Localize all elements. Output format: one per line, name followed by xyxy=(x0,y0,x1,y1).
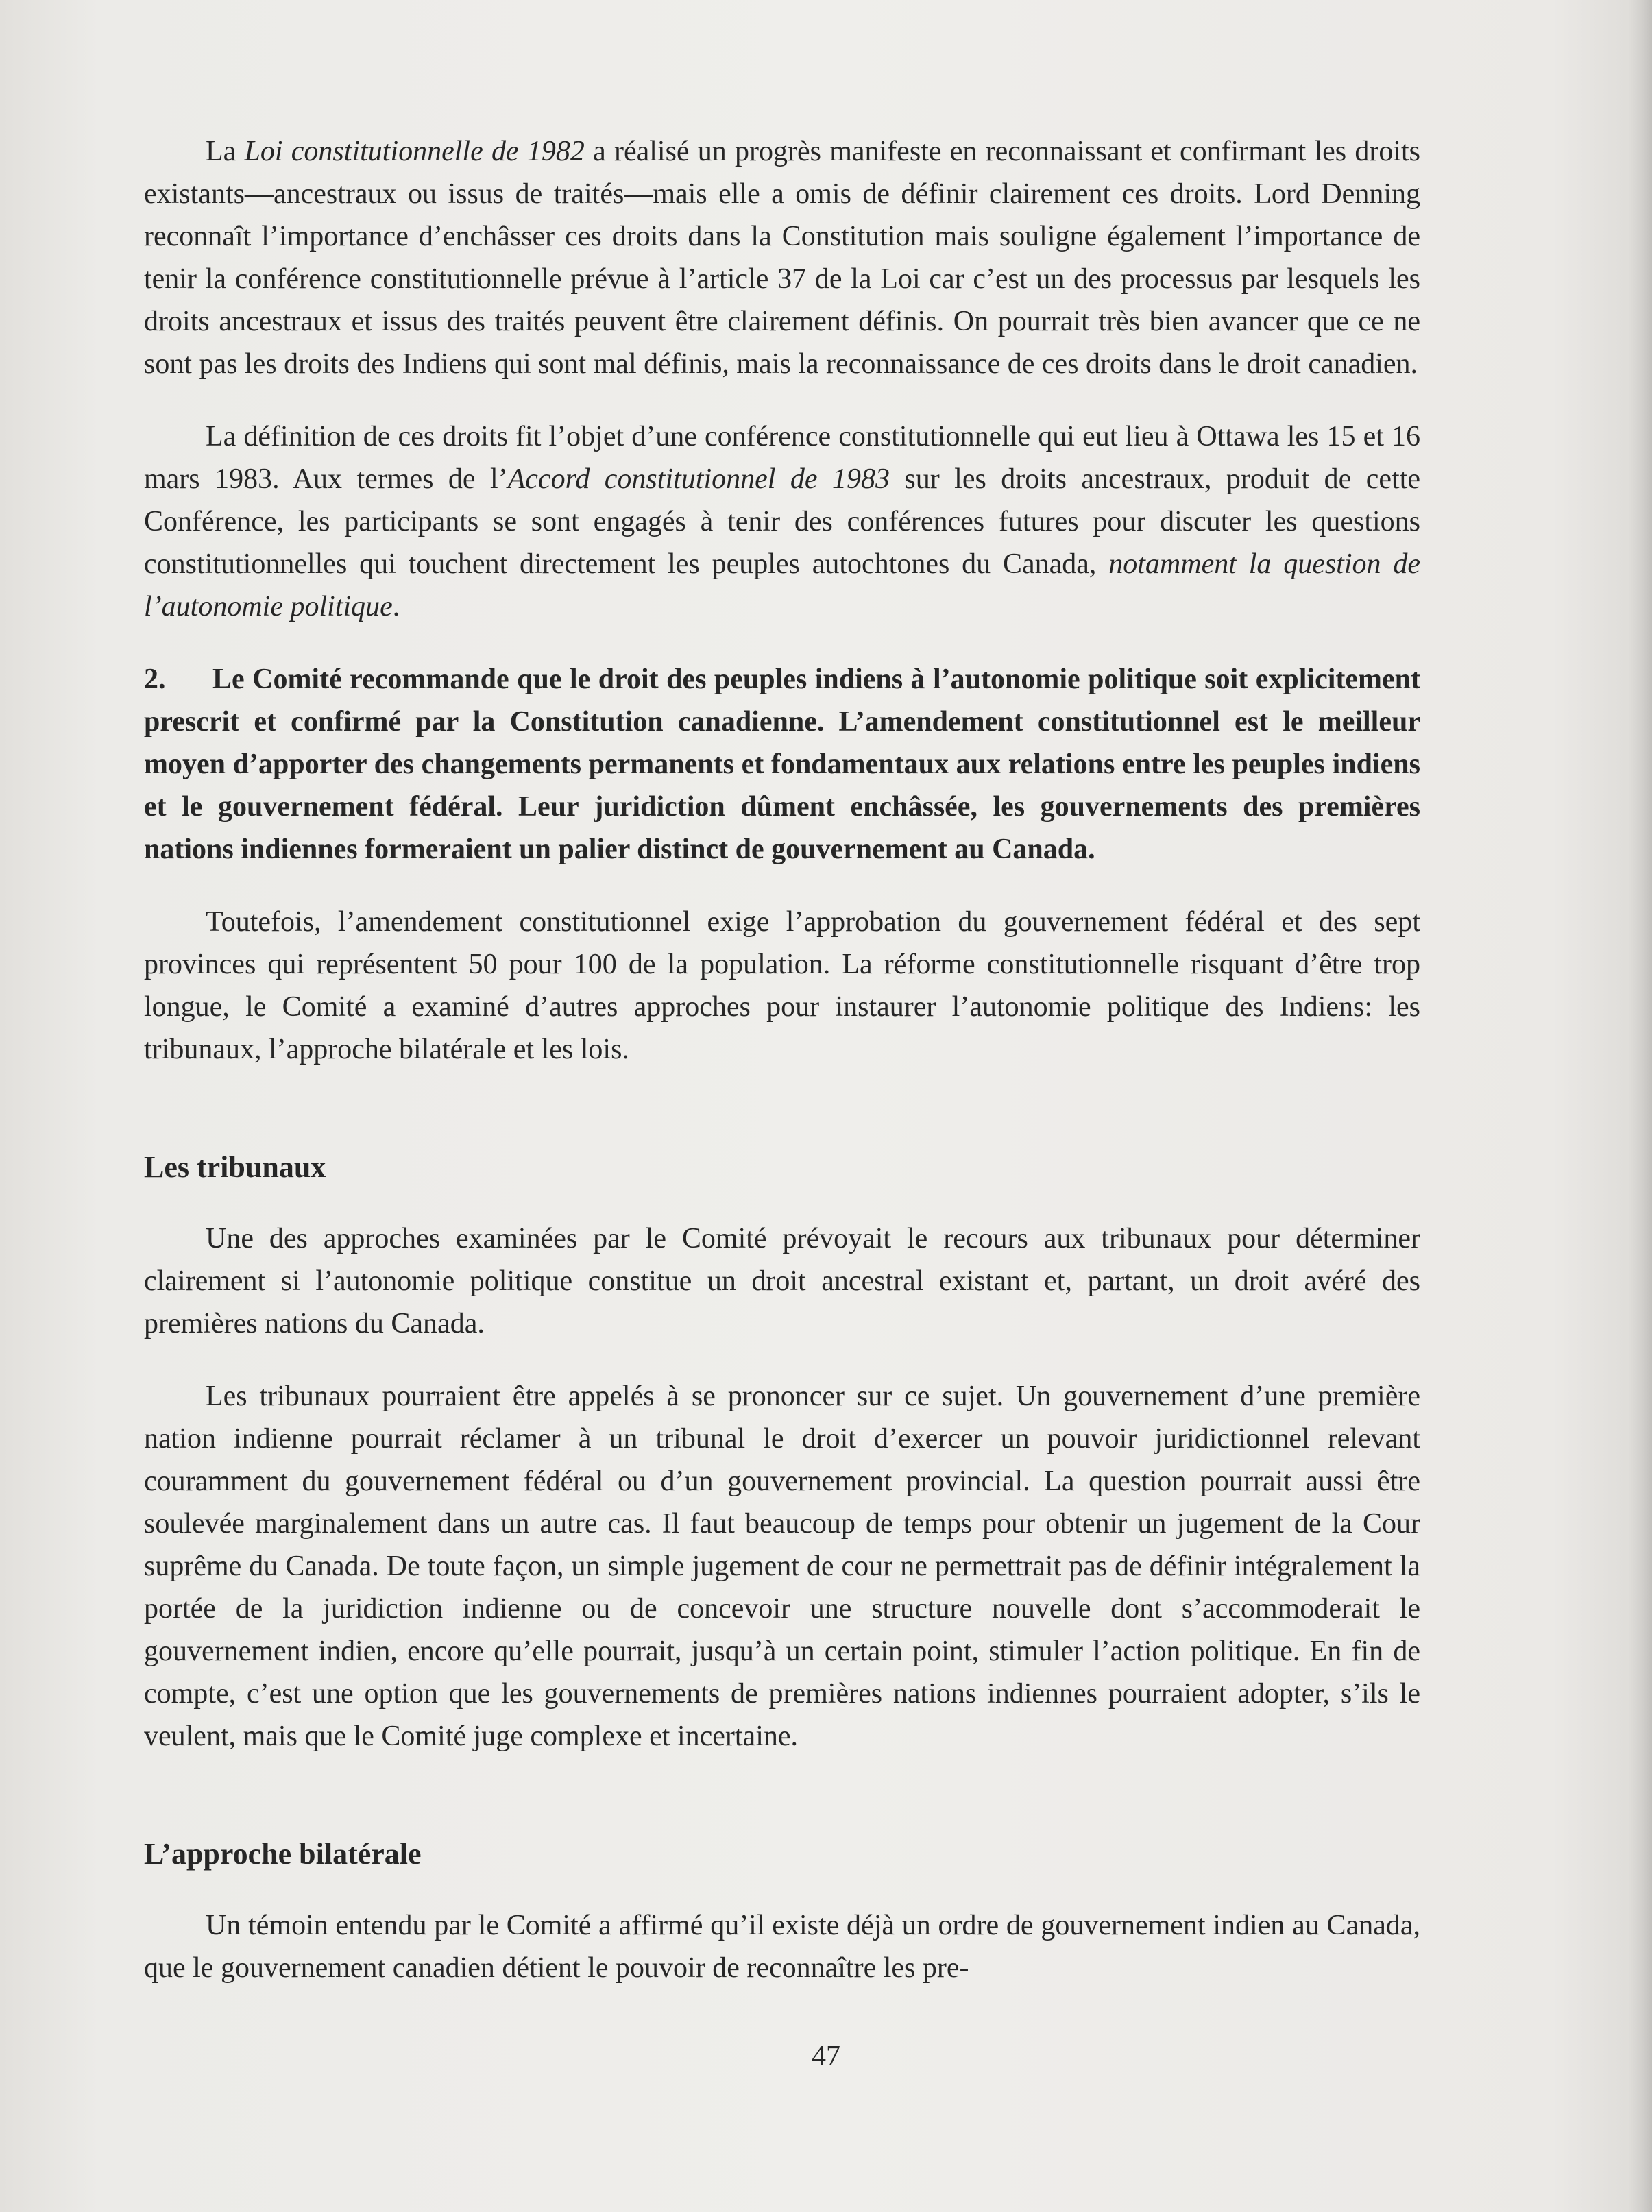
paragraph-tribunaux-1: Une des approches examinées par le Comité prévoyait le recours aux tribunaux pour déterminer clairement si l’autonomie politique constitue un droit ancestral existant et, partant, un droit avéré des premières nations du Canada. xyxy=(144,1223,1420,1339)
italic-title-accord-1983: Accord constitutionnel de 1983 xyxy=(507,463,890,495)
section-heading-bilaterale: L’approche bilatérale xyxy=(144,1837,422,1871)
page-content xyxy=(144,130,1420,1989)
paragraph-bilaterale-1: Un témoin entendu par le Comité a affirmé qu’il existe déjà un ordre de gouvernement indien au Canada, que le gouvernement canadien détient le pouvoir de reconnaître les pre- xyxy=(144,1910,1420,1984)
section-heading-tribunaux: Les tribunaux xyxy=(144,1150,326,1184)
recommendation-number: 2. xyxy=(144,664,166,695)
italic-autonomie-politique: notamment la question de l’autonomie politique xyxy=(144,548,1420,622)
recommendation-text: Le Comité recommande que le droit des peuples indiens à l’autonomie politique soit explicitement prescrit et confirmé par la Constitution canadienne. L’amendement constitutionnel est le meilleur moyen d’apporter des changements permanents et fondamentaux aux relations entre les peuples indiens et le gouvernement fédéral. Leur juridiction dûment enchâssée, les gouvernements des premières nations indiennes formeraient un palier distinct de gouvernement au Canada. xyxy=(144,664,1420,865)
paragraph-tribunaux-2: Les tribunaux pourraient être appelés à se prononcer sur ce sujet. Un gouvernement d’une première nation indienne pourrait réclamer à un tribunal le droit d’exercer un pouvoir juridictionnel relevant couramment du gouvernement fédéral ou d’un gouvernement provincial. La question pourrait aussi être soulevée marginalement dans un autre cas. Il faut beaucoup de temps pour obtenir un jugement de la Cour suprême du Canada. De toute façon, un simple jugement de cour ne permettrait pas de définir intégralement la portée de la juridiction indienne ou de concevoir une structure nouvelle dont s’accommoderait le gouvernement indien, encore qu’elle pourrait, jusqu’à un certain point, stimuler l’action politique. En fin de compte, c’est une option que les gouvernements de premières nations indiennes pourraient adopter, s’ils le veulent, mais que le Comité juge complexe et incertaine. xyxy=(144,1381,1420,1752)
paragraph-toutefois: Toutefois, l’amendement constitutionnel exige l’approbation du gouvernement fédéral et des sept provinces qui représentent 50 pour 100 de la population. La réforme constitutionnelle risquant d’être trop longue, le Comité a examiné d’autres approches pour instaurer l’autonomie politique des Indiens: les tribunaux, l’approche bilatérale et les lois. xyxy=(144,906,1420,1065)
paragraph-conference-1983: La définition de ces droits fit l’objet d’une conférence constitutionnelle qui eut lieu à Ottawa les 15 et 16 mars 1983. Aux termes de l’Accord constitutionnel de 1983 sur les droits ancestraux, produit de cette Conférence, les participants se sont engagés à tenir des conférences futures pour discuter les questions constitutionnelles qui touchent directement les peuples autochtones du Canada, notamment la question de l’autonomie politique. xyxy=(144,421,1421,622)
page-number: 47 xyxy=(812,2041,840,2072)
italic-title-loi-1982: Loi constitutionnelle de 1982 xyxy=(244,136,585,167)
page-spine-shadow xyxy=(1629,0,1652,2212)
recommendation-2 xyxy=(144,658,1420,871)
paragraph-loi-constitutionnelle: La Loi constitutionnelle de 1982 a réalisé un progrès manifeste en reconnaissant et confirmant les droits existants—ancestraux ou issus de traités—mais elle a omis de définir clairement ces droits. Lord Denning reconnaît l’importance d’enchâsser ces droits dans la Constitution mais souligne également l’importance de tenir la conférence constitutionnelle prévue à l’article 37 de la Loi car c’est un des processus par lesquels les droits ancestraux et issus des traités peuvent être clairement définis. On pourrait très bien avancer que ce ne sont pas les droits des Indiens qui sont mal définis, mais la reconnaissance de ces droits dans le droit canadien. xyxy=(144,136,1421,380)
